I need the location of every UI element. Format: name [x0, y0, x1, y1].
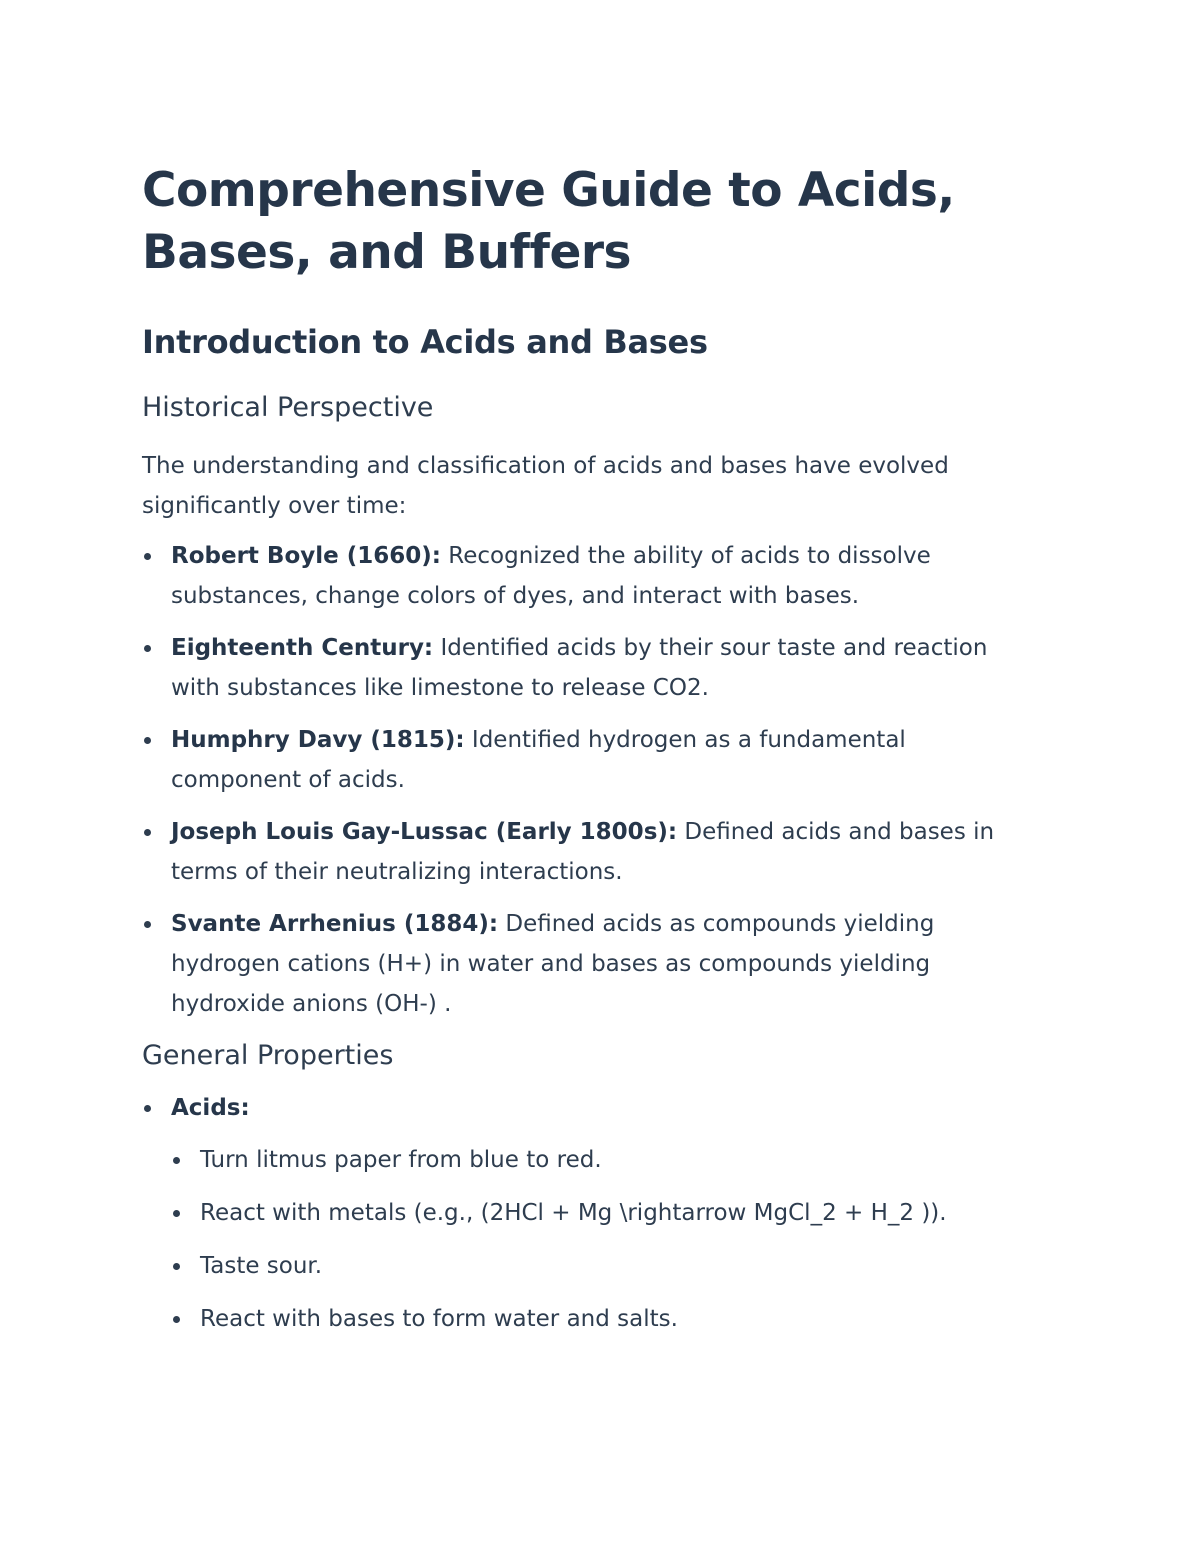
acids-sublist [171, 1140, 1042, 1339]
list-item-acids [142, 1088, 1042, 1339]
list-item [142, 904, 1042, 1024]
list-item [142, 536, 1042, 616]
list-item [142, 812, 1042, 892]
section-title: Introduction to Acids and Bases [142, 323, 708, 361]
list-item-text: Recognized the ability of acids to dissolve substances, change colors of dyes, and interact with bases. [171, 543, 931, 609]
historical-list [142, 536, 1042, 1024]
list-item-term: Robert Boyle (1660): [171, 543, 441, 569]
list-item [142, 720, 1042, 800]
list-item-term: Eighteenth Century: [171, 635, 434, 661]
list-item-text: Defined acids and bases in terms of their neutralizing interactions. [171, 819, 995, 885]
list-item-text: Identified hydrogen as a fundamental component of acids. [171, 727, 906, 793]
list-item-term: Joseph Louis Gay-Lussac (Early 1800s): [171, 819, 678, 845]
acids-label: Acids: [171, 1095, 250, 1121]
properties-heading: General Properties [142, 1040, 394, 1071]
historical-heading: Historical Perspective [142, 392, 434, 423]
sub-list-item: Taste sour. [171, 1246, 1042, 1286]
list-item-text: Defined acids as compounds yielding hydrogen cations (H+) in water and bases as compounds yielding hydroxide anions (OH-) . [171, 911, 935, 1017]
list-item-term: Humphry Davy (1815): [171, 727, 465, 753]
sub-list-item: React with metals (e.g., (2HCl + Mg \rightarrow MgCl_2 + H_2 )). [171, 1193, 1042, 1233]
list-item [142, 628, 1042, 708]
list-item-term: Svante Arrhenius (1884): [171, 911, 499, 937]
properties-list [142, 1088, 1042, 1339]
sub-list-item: Turn litmus paper from blue to red. [171, 1140, 1042, 1180]
historical-intro: The understanding and classification of acids and bases have evolved significantly over time: [142, 453, 949, 519]
sub-list-item: React with bases to form water and salts. [171, 1299, 1042, 1339]
list-item-text: Identified acids by their sour taste and reaction with substances like limestone to release CO2. [171, 635, 988, 701]
document-page [142, 160, 1042, 1352]
document-title: Comprehensive Guide to Acids, Bases, and Buffers [142, 163, 955, 280]
